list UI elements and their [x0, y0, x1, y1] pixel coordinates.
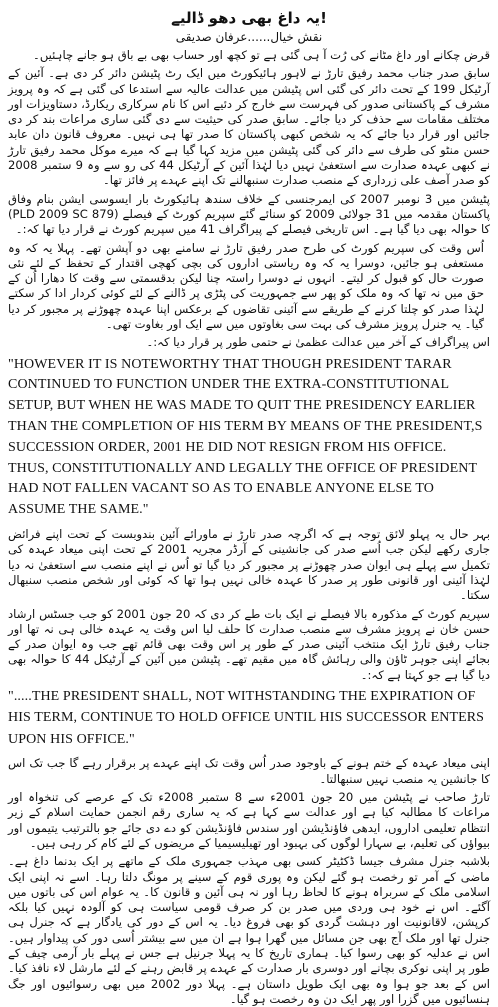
- paragraph-petition: سابق صدر جناب محمد رفیق تارڑ نے لاہور ہائیکورٹ میں ایک رٹ پٹیشن دائر کر دی ہے۔ آئین کے آرٹیکل 199 کے تحت دائر کی گئی اس پٹیشن میں عدالت عالیہ سے استدعا کی گئی ہے کہ وہ پرویز مشرف کے پاکستانی صدور کی فہرست سے خارج کر دئیے اس کا نام سرکاری ریکارڈ، دستاویزات اور مختلف مقامات سے حذف کر دیا جائے۔ سابق صدر کی حیثیت سے دی گئی ساری مراعات بند کر دی جائیں اور قرار دیا جائے کہ یہ شخص کبھی پاکستان کا صدر تھا ہی نہیں۔ معروف قانون دان عابد حسن منٹو کی طرف سے دائر کی گئی پٹیشن میں مزید کہا گیا ہے کہ میرے موکل محمد رفیق تارڑ نے کبھی عہدہ صدارت سے استعفیٰ نہیں دیا لہٰذا آئین کے آرٹیکل 44 کی رو سے وہ 9 ستمبر 2008 کو صدر آصف علی زرداری کے منصب صدارت سنبھالنے تک اپنے عہدے پر فائز تھا۔: [8, 66, 490, 188]
- article-header: [8, 8, 490, 46]
- english-quote-article-44: ".....THE PRESIDENT SHALL, NOT WITHSTANDING THE EXPIRATION OF HIS TERM, CONTINUE TO HOLD OFFICE UNTIL HIS SUCCESSOR ENTERS UPON HIS OFFICE.": [8, 688, 485, 747]
- paragraph-article-44: سپریم کورٹ کے مذکورہ بالا فیصلے نے ایک بات طے کر دی کہ 20 جون 2001 کو جب جسٹس ارشاد حسن خان نے پرویز مشرف سے منصب صدارت کا حلف لیا اس وقت یہ عہدہ خالی ہی نہ تھا اور جناب رفیق تارڑ ایک منتخب آئینی صدر کے طور پر اس وقت بھی قائم تھے جب وہ ایوان صدر کے بجائے اپنی جوہر ٹاؤن والی رہائش گاہ میں مقیم تھے۔ پٹیشن میں آئین کے آرٹیکل 44 کا حوالہ بھی دیا گیا ہے جو کہتا ہے کہ:۔: [8, 606, 490, 682]
- paragraph-court-quote-urdu: اُس وقت کی سپریم کورٹ کی طرح صدر رفیق تارڑ نے سامنے بھی دو آپشن تھے۔ پہلا یہ کہ وہ مستعفی ہو جائیں، دوسرا یہ کہ وہ ریاستی اداروں کی بچی کھچی اقتدار کے تحفظ کے لئے نئی صورت حال کو قبول کر لیتے۔ انہوں نے دوسرا راستہ چنا لیکن بدقسمتی سے وقت کا دھارا اُن کے حق میں نہ تھا کہ وہ ملک کو پھر سے جمہوریت کی پٹڑی پر ڈالنے کے لئے کوئی کردار ادا کر سکتے لہٰذا صدر کو چلتا کرنے کے طریقے سے آئینی تقاضوں کے برعکس اپنا عہدہ چھوڑنے پر مجبور کر دیا گیا۔ یہ جنرل پرویز مشرف کی بہت سی بغاوتوں میں سے ایک اور بغاوت تھی۔: [8, 240, 484, 332]
- article-title: یہ داغ بھی دھو ڈالیے!: [171, 9, 327, 27]
- paragraph-intro: قرض چکانے اور داغ مٹانے کی رُت آ ہی گئی ہے تو کچھ اور حساب بھی بے باق ہو جانے چاہئیں۔: [33, 48, 490, 62]
- paragraph-salary-claim: تارڑ صاحب نے پٹیشن میں 20 جون 2001ء سے 8 ستمبر 2008ء تک کے عرصے کی تنخواہ اور مراعات کا مطالبہ کیا ہے اور عدالت سے کہا ہے کہ یہ ساری رقم انجمن حمایت اسلام کے زیر انتظام تعلیمی اداروں، ایدھی فاؤنڈیشن اور سندس فاؤنڈیشن کو دے دی جائے جو بالترتیب یتیموں اور بیواؤں کی تعلیم، بے سہارا لوگوں کی بہبود اور تھیلیسیمیا کے مریضوں کے لئے کام کر رہی ہیں۔: [8, 790, 490, 850]
- paragraph-musharraf: بلاشبہ جنرل مشرف جیسا ڈکٹیٹر کسی بھی مہذب جمہوری ملک کے ماتھے پر ایک بدنما داغ ہے۔ ماضی کے آمر تو رخصت ہو گئے لیکن وہ پوری قوم کے سینے پر مونگ دلتا رہا۔ اسے نہ اپنی ایک اسلامی ملک کے سربراہ ہونے کا لحاظ رہا اور نہ ہی آئین و قانون کا۔ یہ عوام اس کی باتوں میں آگئے۔ اس نے خود ہی وردی میں صدر بن کر صرف قومی سیاست ہی کو آلودہ نہیں کیا بلکہ کرپشن، لاقانونیت اور دہشت گردی کو بھی فروغ دیا۔ یہ اس کے دور کی یادگار ہے کہ جنرل ہی جنرل تھا اور ملک آج بھی جن مسائل میں گھرا ہوا ہے ان میں سے بیشتر اُسی دور کی پیداوار ہیں۔ اس نے عدلیہ کو بھی رسوا کیا۔ ہماری تاریخ کا یہ پہلا جرنیل ہے جس نے پہلے بار آرمی چیف کے طور پر اپنی نوکری بچانے اور دوسری بار صدارت کے عہدے پر قابض رہنے کے لئے مارشل لاء نافذ کیا۔ اس کے بعد جو ہوا وہ بھی ایک طویل داستان ہے۔ پہلا دور 2002 میں بھی رسوائیوں اور جگ ہنسائیوں میں گزرا اور پھر ایک دن وہ رخصت ہو گیا۔: [8, 854, 490, 1006]
- paragraph-court-conclusion: اس پیراگراف کے آخر میں عدالت عظمیٰ نے حتمی طور پر قرار دیا کہ:۔: [146, 335, 490, 350]
- english-quote-judgment: "HOWEVER IT IS NOTEWORTHY THAT THOUGH PRESIDENT TARAR CONTINUED TO FUNCTION UNDER THE EXTRA-CONSTITUTIONAL SETUP, BUT WHEN HE WAS MADE TO QUIT THE PRESIDENCY EARLIER THAN THE COMPLETION OF HIS TERM BY MEANS OF THE PRESIDENT,S SUCCESSION ORDER, 2001 HE DID NOT RESIGN FROM HIS OFFICE. THUS, CONSTITUTIONALLY AND LEGALLY THE OFFICE OF PRESIDENT HAD NOT FALLEN VACANT SO AS TO ENABLE ANYONE ELSE TO ASSUME THE SAME.": [8, 356, 483, 518]
- paragraph-article-44-translation: اپنی میعاد عہدہ کے ختم ہونے کے باوجود صدر اُس وقت تک اپنے عہدے پر برقرار رہے گا جب تک اس کا جانشین یہ منصب نہیں سنبھالتا۔: [8, 756, 490, 786]
- paragraph-supreme-court-reference: پٹیشن میں 3 نومبر 2007 کی ایمرجنسی کے خلاف سندھ ہائیکورٹ بار ایسوسی ایشن بنام وفاق پاکستان مقدمہ میں 31 جولائی 2009 کو سنائے گئے سپریم کورٹ کے فیصلے (PLD 2009 SC 879) کا حوالہ بھی دیا گیا ہے۔ اس تاریخی فیصلے کے پیراگراف 41 میں سپریم کورٹ نے قرار دیا تھا کہ:۔: [8, 191, 490, 237]
- article-byline: نقش خیال......عرفان صدیقی: [175, 30, 323, 44]
- paragraph-judgment-translation: بہر حال یہ پہلو لائق توجہ ہے کہ اگرچہ صدر تارڑ نے ماورائے آئین بندوبست کے تحت اپنے فرائض جاری رکھے لیکن جب اُسے صدر کی جانشینی کے آرڈر مجریہ 2001 کے تحت اپنی میعاد عہدہ کی تکمیل سے پہلے ہی ایوان صدر چھوڑنے پر مجبور کر دیا گیا تو اُس نے اپنے منصب سے استعفیٰ نہ دیا لہٰذا آئینی اور قانونی طور پر صدر کا عہدہ خالی نہیں ہوا تھا کہ کوئی اور شخص منصب سنبھال سکتا۔: [8, 527, 490, 603]
